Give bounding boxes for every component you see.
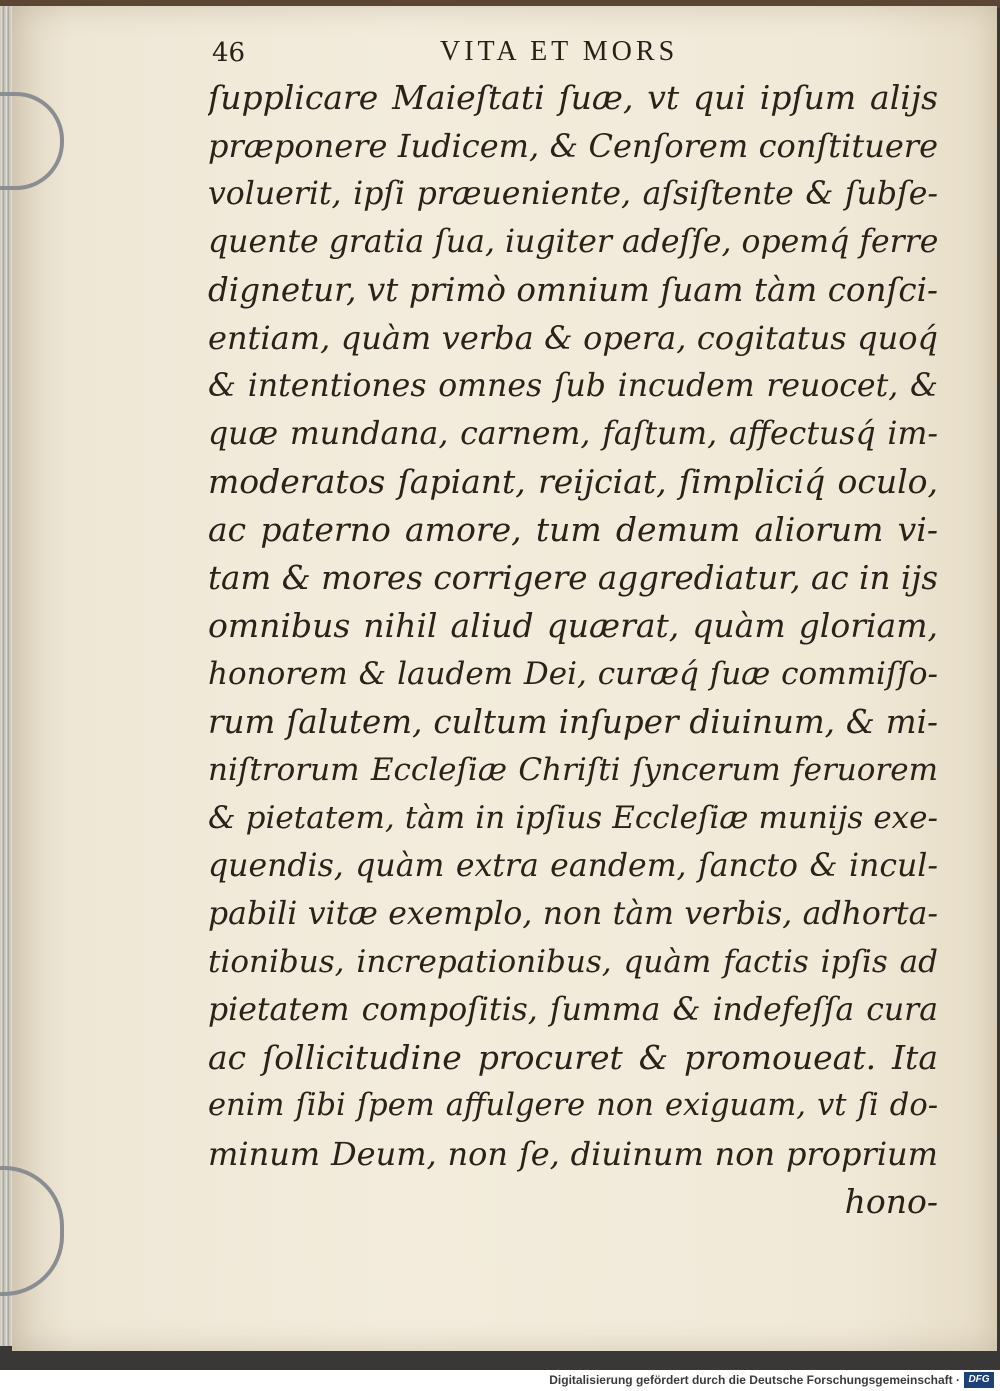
text-line: ſupplicare Maieſtati ſuæ, vt qui ipſum alijs: [208, 78, 938, 117]
digitization-credit: Digitalisierung gefördert durch die Deutsche Forschungsgemeinschaft ·: [549, 1373, 960, 1387]
text-line: præponere Iudicem, & Cenſorem conſtituere: [208, 127, 938, 165]
text-line: dignetur, vt primò omnium ſuam tàm conſci-: [208, 271, 938, 309]
text-line: quæ mundana, carnem, faſtum, affectusq́ im-: [208, 416, 938, 452]
text-line: omnibus nihil aliud quærat, quàm gloriam,: [208, 606, 938, 645]
text-line: pabili vitæ exemplo, non tàm verbis, adhorta-: [208, 896, 938, 932]
text-line: tam & mores corrigere aggrediatur, ac in ijs: [208, 559, 938, 597]
text-line: tionibus, increpationibus, quàm factis ipſis ad: [208, 944, 938, 980]
text-line: pietatem compoſitis, ſumma & indefeſſa cura: [208, 992, 938, 1028]
text-line: & pietatem, tàm in ipſius Eccleſiæ munijs exe-: [208, 800, 938, 836]
page-number: 46: [212, 38, 246, 68]
catchword: hono-: [844, 1182, 938, 1221]
text-line: ac paterno amore, tum demum aliorum vi-: [208, 510, 938, 549]
text-line: voluerit, ipſi præueniente, aſsiſtente & ſubſe-: [208, 176, 938, 212]
page-header: [0, 28, 1000, 78]
footer: [0, 1370, 1000, 1391]
text-line: rum ſalutem, cultum inſuper diuinum, & mi-: [208, 703, 938, 741]
text-line: minum Deum, non ſe, diuinum non proprium: [208, 1135, 938, 1173]
text-line: quendis, quàm extra eandem, ſancto & incul-: [208, 848, 938, 884]
text-line: moderatos ſapiant, reijciat, ſimpliciq́ oculo,: [208, 462, 938, 501]
text-line: enim ſibi ſpem affulgere non exiguam, vt ſi do-: [208, 1088, 938, 1123]
running-head: VITA ET MORS: [440, 36, 679, 67]
text-line: honorem & laudem Dei, curæq́ ſuæ commiſſo-: [208, 656, 938, 692]
text-line: entiam, quàm verba & opera, cogitatus quoq́: [208, 319, 938, 357]
text-line: quente gratia ſua, iugiter adeſſe, opemq́ ferre: [208, 224, 938, 260]
text-line: ac ſollicitudine procuret & promoueat. Ita: [208, 1038, 938, 1077]
text-line: niſtrorum Eccleſiæ Chriſti ſyncerum feruorem: [208, 752, 938, 788]
dfg-logo: DFG: [964, 1372, 994, 1388]
text-line: & intentiones omnes ſub incudem reuocet, &: [208, 368, 938, 404]
body-text: [208, 74, 938, 1226]
